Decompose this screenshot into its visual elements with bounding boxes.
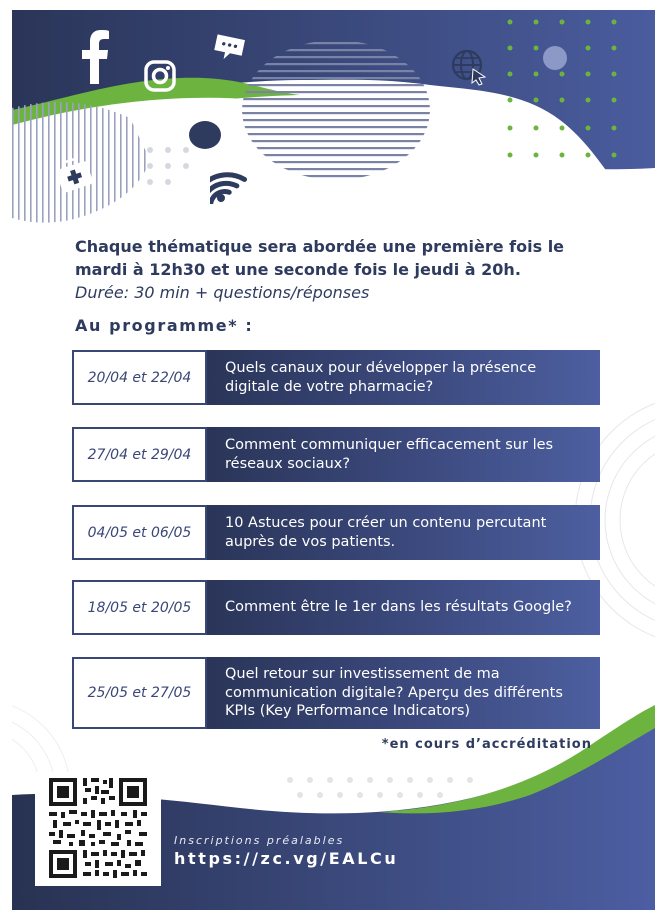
registration-url[interactable]: https://zc.vg/EALCu — [174, 849, 399, 868]
session-dates: 04/05 et 06/05 — [72, 505, 207, 560]
session-dates: 20/04 et 22/04 — [72, 350, 207, 405]
qr-code-image — [35, 772, 161, 886]
session-row — [72, 427, 600, 482]
instagram-icon — [143, 59, 177, 93]
globe-cursor-icon — [449, 47, 489, 87]
session-row — [72, 657, 600, 729]
registration-label: Inscriptions préalables — [174, 834, 345, 847]
chat-bubble-icon — [212, 33, 246, 63]
intro-line-1: Chaque thématique sera abordée une première fois le — [75, 237, 565, 256]
session-row — [72, 350, 600, 405]
duration-text: Durée: 30 min + questions/réponses — [75, 283, 370, 302]
qr-code[interactable] — [35, 772, 161, 886]
session-topic-text: Comment être le 1er dans les résultats Google? — [225, 599, 572, 616]
intro-line-2: mardi à 12h30 et une seconde fois le jeudi à 20h. — [75, 260, 521, 279]
session-topic — [207, 350, 600, 405]
session-topic — [207, 580, 600, 635]
session-row — [72, 580, 600, 635]
session-topic-text: Comment communiquer efficacement sur les réseaux sociaux? — [225, 437, 554, 472]
session-row — [72, 505, 600, 560]
session-topic-text: 10 Astuces pour créer un contenu percutant auprès de vos patients. — [225, 515, 547, 550]
session-topic — [207, 427, 600, 482]
session-dates: 27/04 et 29/04 — [72, 427, 207, 482]
intro-text — [75, 235, 635, 304]
medical-kit-icon — [52, 153, 96, 197]
program-heading: Au programme* : — [75, 316, 254, 335]
wifi-icon — [210, 160, 260, 204]
session-topic — [207, 505, 600, 560]
session-topic — [207, 657, 600, 729]
session-topic-text: Quels canaux pour développer la présence digitale de votre pharmacie? — [225, 360, 537, 395]
session-topic-text: Quel retour sur investissement de ma communication digitale? Aperçu des différents KPIs (Key Performance Indicators) — [225, 666, 563, 720]
session-dates: 18/05 et 20/05 — [72, 580, 207, 635]
facebook-icon — [78, 28, 112, 84]
session-dates: 25/05 et 27/05 — [72, 657, 207, 729]
accreditation-note: *en cours d’accréditation — [381, 737, 592, 752]
